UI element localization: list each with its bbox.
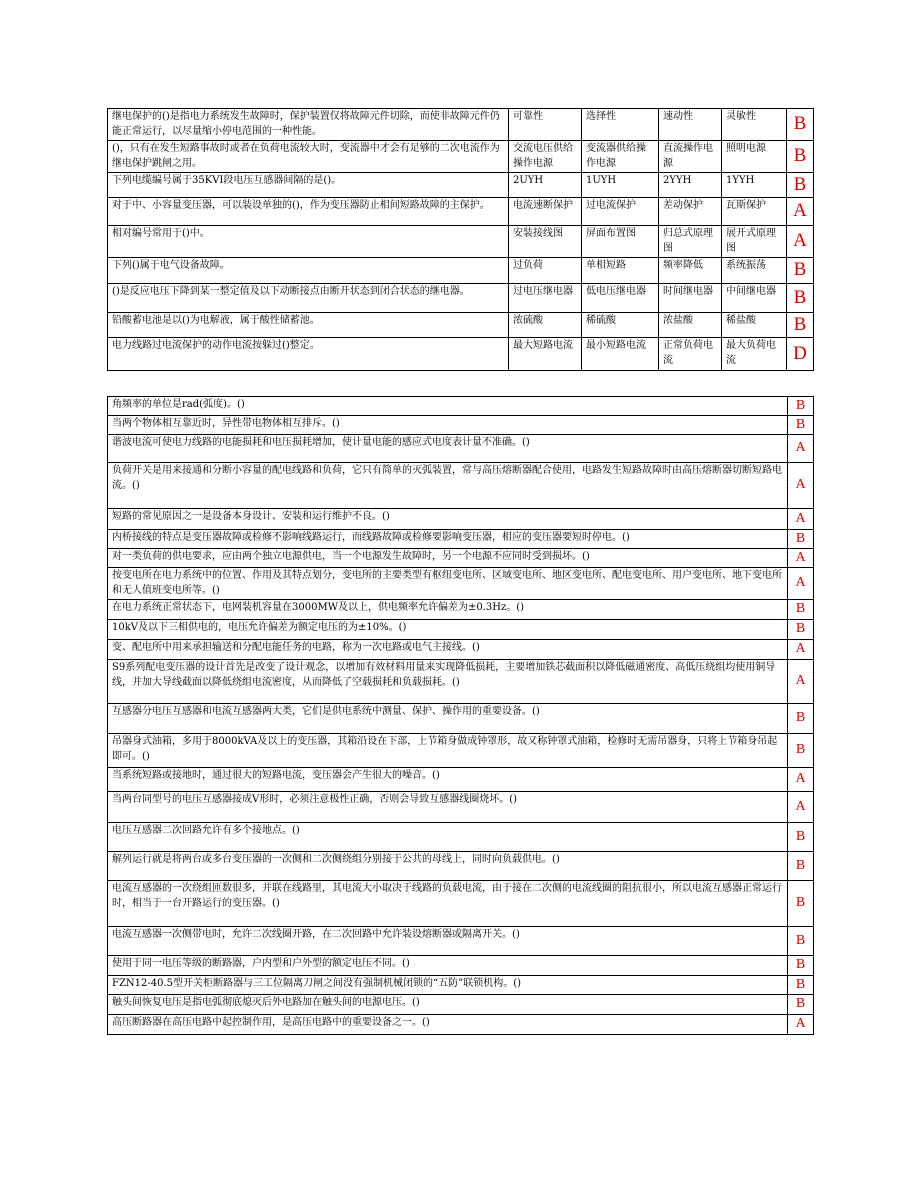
statement-text: S9系列配电变压器的设计首先是改变了设计观念，以增加有效材料用量来实现降低损耗，主要增加铁芯截面积以降低磁通密度、高低压绕组均使用铜导线，并加大导线截面以降低绕组电流密度，从而降低了空载损耗和负载损耗。() [108,660,788,704]
answer-mark: B [788,823,814,852]
tf-row [108,549,814,568]
option-b: 变流器供给操作电源 [582,141,659,173]
answer-mark: B [788,881,814,927]
tf-row [108,397,814,416]
statement-text: 当系统短路或接地时，通过很大的短路电流，变压器会产生很大的噪音。() [108,768,788,792]
statement-text: 互感器分电压互感器和电流互感器两大类，它们是供电系统中测量、保护、操作用的重要设备。() [108,704,788,734]
mc-row [108,313,814,338]
option-a: 最大短路电流 [509,338,582,371]
option-c: 归总式原理图 [659,226,722,258]
mc-row [108,226,814,258]
option-a: 2UYH [509,173,582,198]
answer-mark: A [788,549,814,568]
statement-text: 触头间恢复电压是指电弧彻底熄灭后外电路加在触头间的电源电压。() [108,995,788,1015]
option-d: 瓦斯保护 [722,198,787,226]
answer-mark: A [787,198,814,226]
answer-mark: A [788,768,814,792]
answer-mark: A [788,568,814,600]
statement-text: 使用于同一电压等级的断路器，户内型和户外型的额定电压不同。() [108,956,788,976]
statement-text: 内桥接线的特点是变压器故障或检修不影响线路运行，而线路故障或检修要影响变压器，相应的变压器要短时停电。() [108,530,788,549]
answer-mark: B [788,927,814,956]
option-d: 系统振荡 [722,258,787,284]
true-false-body [108,397,814,1035]
tf-row [108,416,814,435]
option-c: 浓盐酸 [659,313,722,338]
tf-row [108,435,814,463]
option-c: 速动性 [659,109,722,141]
option-b: 1UYH [582,173,659,198]
answer-mark: B [788,620,814,640]
tf-row [108,640,814,660]
statement-text: 负荷开关是用来接通和分断小容量的配电线路和负荷，它只有简单的灭弧装置，常与高压熔断器配合使用，电路发生短路故障时由高压熔断器切断短路电流。() [108,463,788,509]
mc-row [108,198,814,226]
tf-row [108,823,814,852]
answer-mark: B [788,852,814,881]
option-d: 中间继电器 [722,284,787,313]
answer-mark: B [788,530,814,549]
option-c: 频率降低 [659,258,722,284]
answer-mark: B [787,109,814,141]
option-a: 过电压继电器 [509,284,582,313]
answer-mark: A [788,509,814,530]
statement-text: 对一类负荷的供电要求，应由两个独立电源供电，当一个电源发生故障时，另一个电源不应同时受到损坏。() [108,549,788,568]
option-a: 安装接线图 [509,226,582,258]
answer-mark: A [788,660,814,704]
option-a: 交流电压供给操作电源 [509,141,582,173]
tf-row [108,530,814,549]
tf-row [108,956,814,976]
question-text: 铅酸蓄电池是以()为电解液，属于酸性储蓄池。 [108,313,509,338]
option-a: 过负荷 [509,258,582,284]
tf-row [108,620,814,640]
answer-mark: B [788,600,814,620]
statement-text: 变、配电所中用来承担输送和分配电能任务的电路，称为一次电路或电气主接线。() [108,640,788,660]
option-d: 照明电源 [722,141,787,173]
statement-text: 按变电所在电力系统中的位置、作用及其特点划分，变电所的主要类型有枢纽变电所、区域变电所、地区变电所、配电变电所、用户变电所、地下变电所和无人值班变电所等。() [108,568,788,600]
mc-row [108,173,814,198]
answer-mark: B [788,397,814,416]
answer-mark: B [787,313,814,338]
answer-mark: B [788,416,814,435]
answer-mark: B [788,976,814,995]
question-text: 继电保护的()是指电力系统发生故障时，保护装置仅将故障元件切除，而使非故障元件仍能正常运行，以尽量缩小停电范围的一种性能。 [108,109,509,141]
question-text: 下列()属于电气设备故障。 [108,258,509,284]
option-d: 展开式原理图 [722,226,787,258]
answer-mark: B [787,173,814,198]
tf-row [108,768,814,792]
answer-mark: B [787,141,814,173]
question-text: 对于中、小容量变压器，可以装设单独的()，作为变压器防止相间短路故障的主保护。 [108,198,509,226]
statement-text: 吊器身式油箱，多用于8000kVA及以上的变压器，其箱沿设在下部，上节箱身做成钟罩形，故又称钟罩式油箱，检修时无需吊器身，只将上节箱身吊起即可。() [108,734,788,768]
multiple-choice-body [108,109,814,371]
mc-row [108,338,814,371]
statement-text: 高压断路器在高压电路中起控制作用，是高压电路中的重要设备之一。() [108,1015,788,1035]
statement-text: 当两台同型号的电压互感器接成V形时，必须注意极性正确，否则会导致互感器线圈烧坏。() [108,792,788,823]
answer-mark: B [788,704,814,734]
option-b: 屏面布置图 [582,226,659,258]
answer-mark: A [788,1015,814,1035]
option-b: 稀硫酸 [582,313,659,338]
tf-row [108,881,814,927]
statement-text: 当两个物体相互靠近时，异性带电物体相互排斥。() [108,416,788,435]
option-d: 稀盐酸 [722,313,787,338]
statement-text: 电压互感器二次回路允许有多个接地点。() [108,823,788,852]
option-b: 单相短路 [582,258,659,284]
option-c: 2YYH [659,173,722,198]
answer-mark: B [788,995,814,1015]
option-a: 电流速断保护 [509,198,582,226]
option-b: 低电压继电器 [582,284,659,313]
tf-row [108,704,814,734]
statement-text: 谐波电流可使电力线路的电能损耗和电压损耗增加，使计量电能的感应式电度表计量不准确。() [108,435,788,463]
option-c: 直流操作电源 [659,141,722,173]
tf-row [108,509,814,530]
option-b: 过电流保护 [582,198,659,226]
statement-text: 电流互感器的一次绕组匝数很多，并联在线路里，其电流大小取决于线路的负载电流，由于接在二次侧的电流线圈的阻抗很小，所以电流互感器正常运行时，相当于一台开路运行的变压器。() [108,881,788,927]
tf-row [108,568,814,600]
statement-text: 解列运行就是将两台或多台变压器的一次侧和二次侧绕组分别接于公共的母线上，同时向负载供电。() [108,852,788,881]
statement-text: 电流互感器一次侧带电时，允许二次线圈开路，在二次回路中允许装设熔断器或隔离开关。() [108,927,788,956]
question-text: ()是反应电压下降到某一整定值及以下动断接点由断开状态到闭合状态的继电器。 [108,284,509,313]
answer-mark: B [787,284,814,313]
statement-text: 短路的常见原因之一是设备本身设计、安装和运行维护不良。() [108,509,788,530]
question-text: 相对编号常用于()中。 [108,226,509,258]
option-c: 时间继电器 [659,284,722,313]
option-d: 最大负荷电流 [722,338,787,371]
tf-row [108,976,814,995]
mc-row [108,141,814,173]
option-d: 1YYH [722,173,787,198]
answer-mark: A [788,640,814,660]
answer-mark: A [788,463,814,509]
mc-row [108,109,814,141]
option-a: 可靠性 [509,109,582,141]
option-a: 浓硫酸 [509,313,582,338]
question-text: ()，只有在发生短路事故时或者在负荷电流较大时，变流器中才会有足够的二次电流作为继电保护跳闸之用。 [108,141,509,173]
true-false-table [107,396,814,1035]
tf-row [108,600,814,620]
mc-row [108,258,814,284]
option-b: 选择性 [582,109,659,141]
answer-mark: D [787,338,814,371]
tf-row [108,1015,814,1035]
tf-row [108,734,814,768]
multiple-choice-table [107,108,814,371]
option-d: 灵敏性 [722,109,787,141]
tf-row [108,995,814,1015]
statement-text: FZN12-40.5型开关柜断路器与三工位隔离刀闸之间没有强制机械闭锁的“五防”联锁机构。() [108,976,788,995]
tf-row [108,792,814,823]
option-b: 最小短路电流 [582,338,659,371]
answer-mark: B [788,734,814,768]
answer-mark: B [787,258,814,284]
tf-row [108,463,814,509]
answer-mark: A [788,792,814,823]
tf-row [108,660,814,704]
question-text: 下列电缆编号属于35KVI段电压互感器间隔的是()。 [108,173,509,198]
statement-text: 10kV及以下三相供电的，电压允许偏差为额定电压的为±10%。() [108,620,788,640]
statement-text: 在电力系统正常状态下，电网装机容量在3000MW及以上，供电频率允许偏差为±0.3Hz。() [108,600,788,620]
option-c: 差动保护 [659,198,722,226]
answer-mark: A [788,435,814,463]
tf-row [108,927,814,956]
option-c: 正常负荷电流 [659,338,722,371]
answer-mark: B [788,956,814,976]
answer-mark: A [787,226,814,258]
tf-row [108,852,814,881]
mc-row [108,284,814,313]
question-text: 电力线路过电流保护的动作电流按躲过()整定。 [108,338,509,371]
statement-text: 角频率的单位是rad(弧度)。() [108,397,788,416]
